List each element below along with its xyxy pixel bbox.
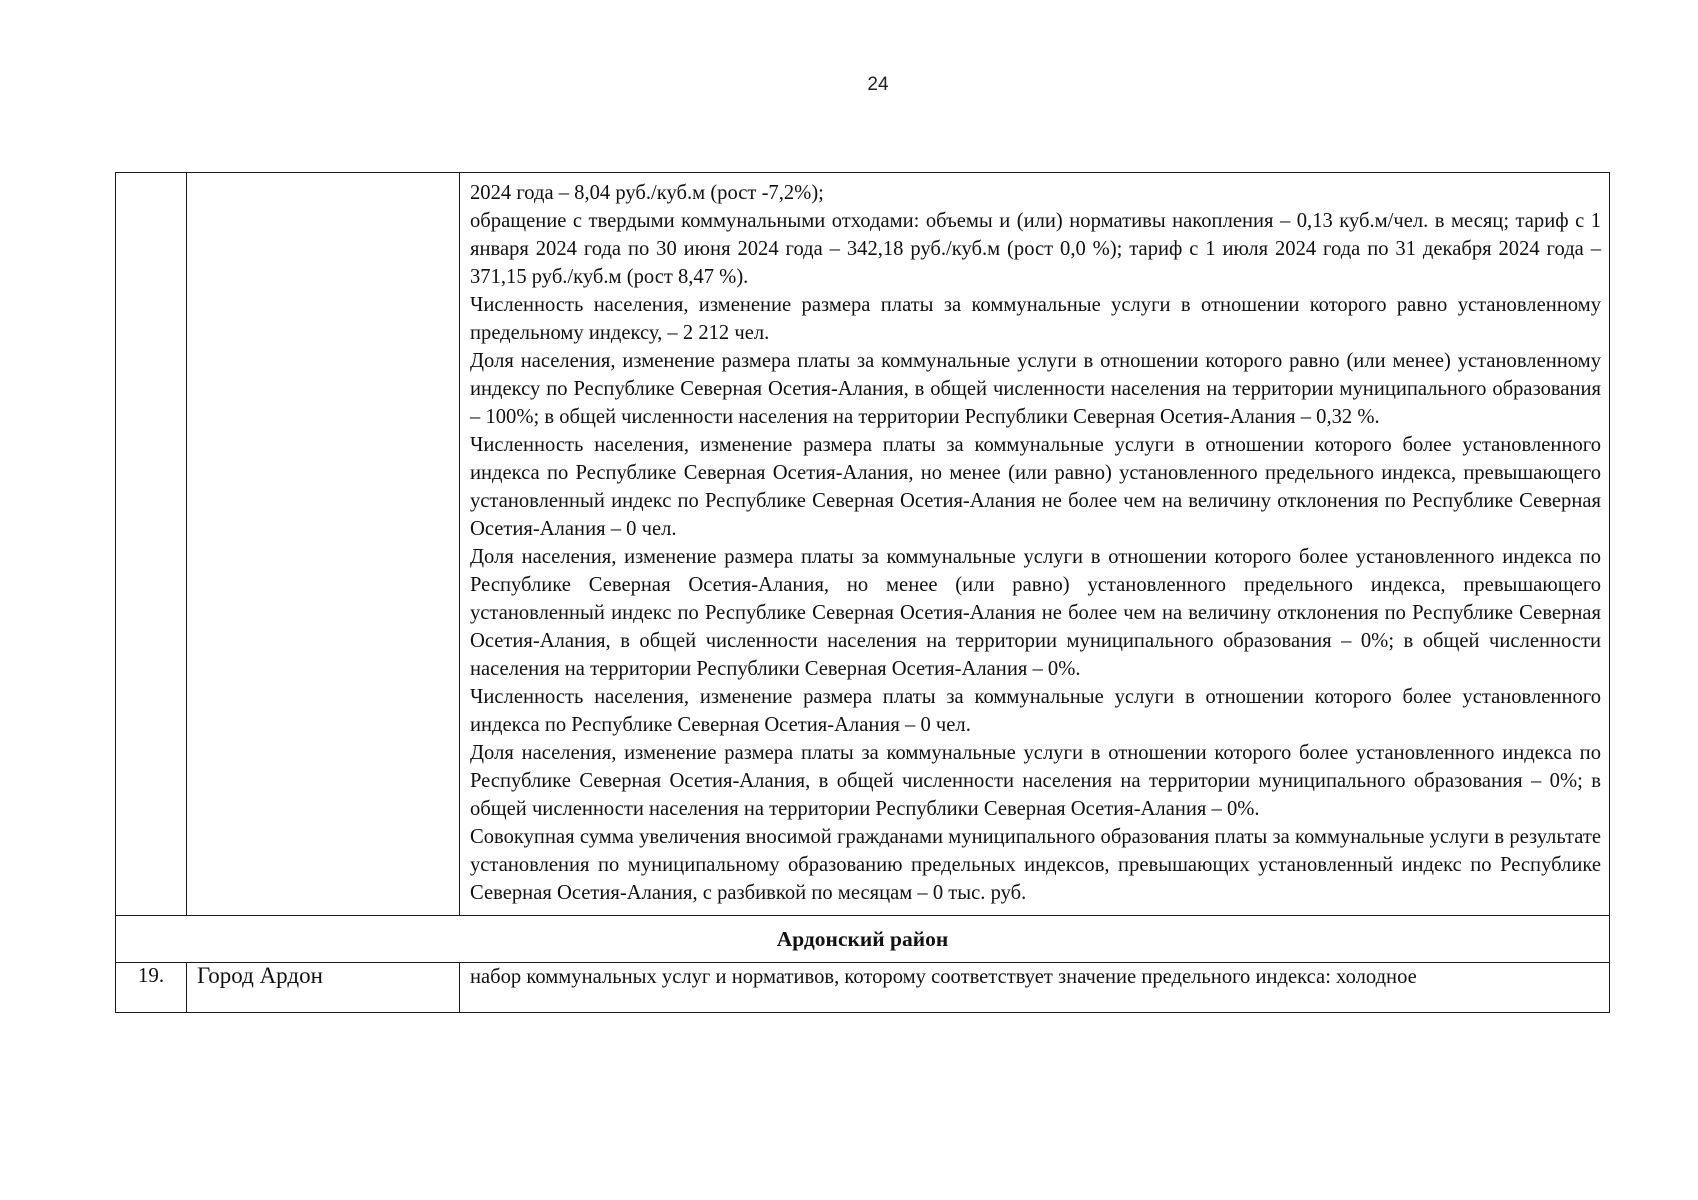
municipality-name: Город Ардон — [187, 963, 460, 1013]
paragraph-population-equal: Численность населения, изменение размера платы за коммунальные услуги в отношении которого равно установленному предельному индексу, – 2 212 чел. — [470, 294, 1601, 344]
paragraph-water-tariff: 2024 года – 8,04 руб./куб.м (рост -7,2%); — [470, 182, 824, 204]
table-row-region — [116, 916, 1610, 963]
table-row-continuation — [116, 173, 1610, 916]
region-header: Ардонский район — [116, 916, 1610, 963]
row-description: набор коммунальных услуг и нормативов, которому соответствует значение предельного индекса: холодное — [460, 963, 1610, 1013]
paragraph-solid-waste: обращение с твердыми коммунальными отходами: объемы и (или) нормативы накопления – 0,13 куб.м/чел. в месяц; тариф с 1 января 2024 года по 30 июня 2024 года – 342,18 руб./куб.м (рост 0,0 %); тариф с 1 июля 2024 года по 31 декабря 2024 года –371,15 руб./куб.м (рост 8,47 %). — [470, 210, 1601, 288]
paragraph-share-above: Доля населения, изменение размера платы за коммунальные услуги в отношении которого более установленного индекса по Республике Северная Осетия-Алания, в общей численности населения на территории муниципального образования – 0%; в общей численности населения на территории Республики Северная Осетия-Алания – 0%. — [470, 742, 1601, 820]
row-number: 19. — [116, 963, 187, 1013]
paragraph-share-within-deviation: Доля населения, изменение размера платы за коммунальные услуги в отношении которого более установленного индекса по Республике Северная Осетия-Алания, но менее (или равно) установленного предельного индекса, превышающего установленный индекс по Республике Северная Осетия-Алания не более чем на величину отклонения по Республике Северная Осетия-Алания, в общей численности населения на территории муниципального образования – 0%; в общей численности населения на территории Республики Северная Осетия-Алания – 0%. — [470, 546, 1601, 680]
paragraph-share-equal: Доля населения, изменение размера платы за коммунальные услуги в отношении которого равно (или менее) установленному индексу по Республике Северная Осетия-Алания, в общей численности населения на территории муниципального образования – 100%; в общей численности населения на территории Республики Северная Осетия-Алания – 0,32 %. — [470, 350, 1601, 428]
table-row-19 — [116, 963, 1610, 1013]
municipality-cell-empty — [187, 173, 460, 916]
paragraph-total-increase: Совокупная сумма увеличения вносимой гражданами муниципального образования платы за коммунальные услуги в результате установления по муниципальному образованию предельных индексов, превышающих установленный индекс по Республике Северная Осетия-Алания, с разбивкой по месяцам – 0 тыс. руб. — [470, 826, 1601, 904]
paragraph-population-within-deviation: Численность населения, изменение размера платы за коммунальные услуги в отношении которого более установленного индекса по Республике Северная Осетия-Алания, но менее (или равно) установленного предельного индекса, превышающего установленный индекс по Республике Северная Осетия-Алания не более чем на величину отклонения по Республике Северная Осетия-Алания – 0 чел. — [470, 434, 1601, 540]
page-number: 24 — [867, 74, 889, 95]
description-cell — [460, 173, 1610, 916]
indices-table — [115, 172, 1610, 1013]
paragraph-population-above: Численность населения, изменение размера платы за коммунальные услуги в отношении которого более установленного индекса по Республике Северная Осетия-Алания – 0 чел. — [470, 686, 1601, 736]
number-cell-empty — [116, 173, 187, 916]
